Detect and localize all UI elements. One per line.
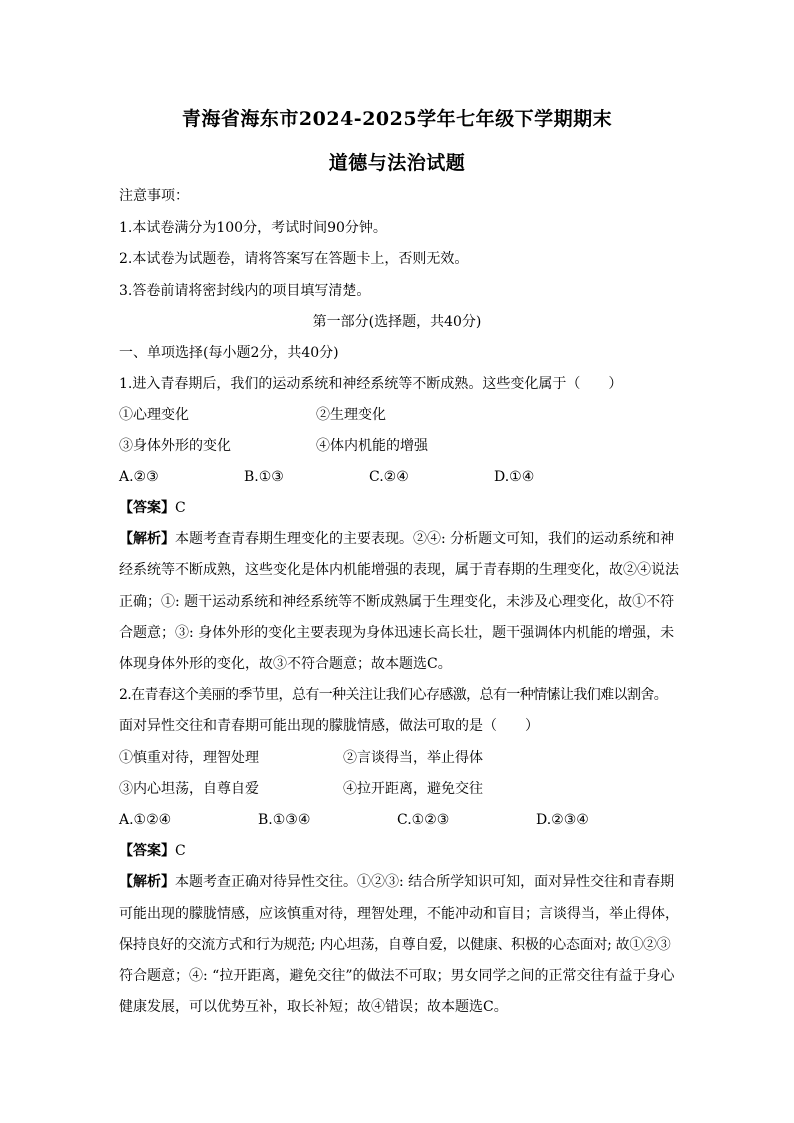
analysis-text: 本题考查青春期生理变化的主要表现。②④: 分析题文可知，我们的运动系统和神 <box>175 531 675 547</box>
answer-label: 【答案】 <box>119 500 175 516</box>
note-item-1: 1.本试卷满分为100分，考试时间90分钟。 <box>119 220 387 236</box>
analysis-label: 【解析】 <box>119 531 175 547</box>
q1-option-d: D.①④ <box>494 469 535 485</box>
section-heading: 一、单项选择(每小题2分，共40分) <box>119 345 339 361</box>
note-item-2: 2.本试卷为试题卷，请将答案写在答题卡上，否则无效。 <box>119 251 469 267</box>
q1-analysis-line-3: 正确；①: 题干运动系统和神经系统等不断成熟属于生理变化，未涉及心理变化，故①不符 <box>119 594 675 610</box>
q1-option-c: C.②④ <box>369 469 409 485</box>
question-2-stem-line-2: 面对异性交往和青春期可能出现的朦胧情感，做法可取的是（ ） <box>119 718 539 734</box>
exam-subtitle: 道德与法治试题 <box>328 152 466 174</box>
q2-answer <box>119 841 186 861</box>
q1-statement-3: ③身体外形的变化 <box>119 438 231 454</box>
question-2-stem-line-1: 2.在青春这个美丽的季节里，总有一种关注让我们心存感激，总有一种情愫让我们难以割舍。 <box>119 687 668 703</box>
q1-statement-4: ④体内机能的增强 <box>316 438 428 454</box>
note-item-3: 3.答卷前请将密封线内的项目填写清楚。 <box>119 283 371 299</box>
q2-analysis-line-3: 保持良好的交流方式和行为规范; 内心坦荡，自尊自爱，以健康、积极的心态面对; 故①②③ <box>119 937 671 953</box>
q2-option-b: B.①③④ <box>258 812 311 828</box>
q1-analysis-line-2: 经系统等不断成熟，这些变化是体内机能增强的表现，属于青春期的生理变化，故②④说法 <box>119 562 679 578</box>
q1-answer <box>119 498 186 518</box>
q2-statement-4: ④拉开距离，避免交往 <box>343 781 483 797</box>
analysis-text: 本题考查正确对待异性交往。①②③: 结合所学知识可知，面对异性交往和青春期 <box>175 874 675 890</box>
analysis-label: 【解析】 <box>119 874 175 890</box>
answer-label: 【答案】 <box>119 843 175 859</box>
q2-option-c: C.①②③ <box>397 812 450 828</box>
q2-statement-2: ②言谈得当，举止得体 <box>343 750 483 766</box>
q1-statement-1: ①心理变化 <box>119 407 189 423</box>
exam-title: 青海省海东市2024-2025学年七年级下学期期末 <box>181 108 613 130</box>
q2-analysis-line-5: 健康发展，可以优势互补，取长补短；故④错误；故本题选C。 <box>119 999 508 1015</box>
q2-analysis-line-4: 符合题意；④: “拉开距离，避免交往”的做法不可取；男女同学之间的正常交往有益于身心 <box>119 968 675 984</box>
q1-analysis-line-1 <box>119 529 674 549</box>
q2-analysis-line-1 <box>119 872 674 892</box>
q1-analysis-line-4: 合题意；③: 身体外形的变化主要表现为身体迅速长高长壮，题干强调体内机能的增强，未 <box>119 625 675 641</box>
q1-option-b: B.①③ <box>244 469 284 485</box>
q2-analysis-line-2: 可能出现的朦胧情感，应该慎重对待，理智处理，不能冲动和盲目；言谈得当，举止得体， <box>119 906 679 922</box>
q1-analysis-line-5: 体现身体外形的变化，故③不符合题意；故本题选C。 <box>119 656 452 672</box>
notes-heading: 注意事项： <box>119 188 189 204</box>
part-heading: 第一部分(选择题，共40分) <box>312 314 482 330</box>
q2-option-a: A.①②④ <box>119 812 172 828</box>
q2-statement-3: ③内心坦荡，自尊自爱 <box>119 781 259 797</box>
question-1-stem: 1.进入青春期后，我们的运动系统和神经系统等不断成熟。这些变化属于（ ） <box>119 376 623 392</box>
q1-option-a: A.②③ <box>119 469 159 485</box>
answer-value: C <box>175 843 186 859</box>
q2-option-d: D.②③④ <box>536 812 589 828</box>
q2-statement-1: ①慎重对待，理智处理 <box>119 750 259 766</box>
q1-statement-2: ②生理变化 <box>316 407 386 423</box>
answer-value: C <box>175 500 186 516</box>
